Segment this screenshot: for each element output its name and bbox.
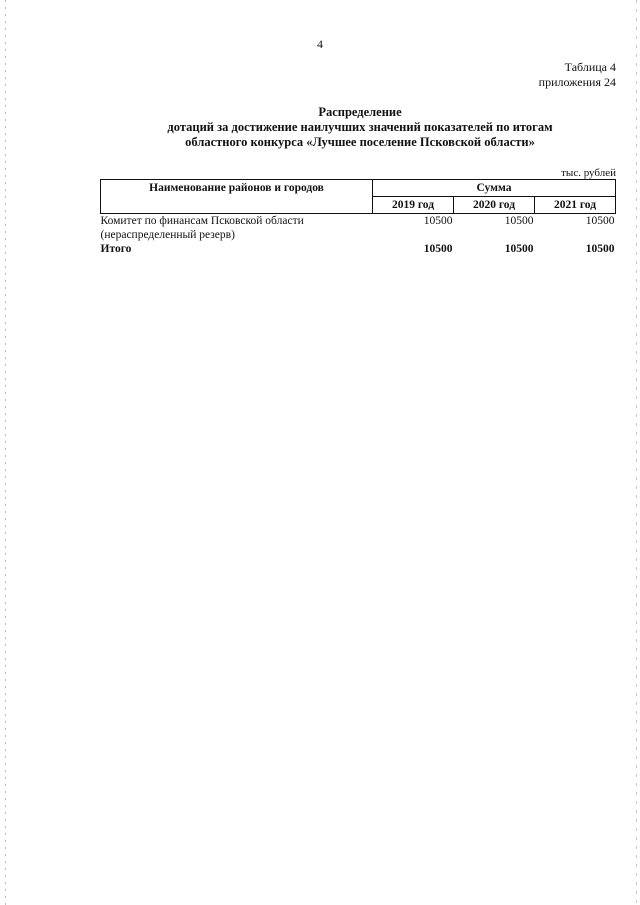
total-row — [101, 242, 616, 256]
header-name: Наименование районов и городов — [101, 180, 373, 214]
row-value-2021: 10500 — [585, 215, 615, 227]
row-name-line-1: Комитет по финансам Псковской области — [100, 215, 304, 227]
total-label: Итого — [100, 243, 132, 255]
distribution-table — [100, 179, 616, 256]
table-ref-line-1: Таблица 4 — [564, 60, 616, 74]
total-value-2021: 10500 — [585, 243, 615, 255]
document-title — [100, 105, 620, 150]
table-ref-line-2: приложения 24 — [538, 75, 616, 89]
header-year-2021: 2021 год — [534, 197, 615, 214]
header-year-2019: 2019 год — [373, 197, 454, 214]
row-name-line-2: (нераспределенный резерв) — [100, 229, 235, 241]
total-value-2019: 10500 — [423, 243, 453, 255]
units-label: тыс. рублей — [561, 167, 616, 179]
scan-edge-left — [5, 0, 6, 905]
header-year-2020: 2020 год — [454, 197, 535, 214]
scan-edge-right — [636, 0, 637, 905]
table-row — [101, 214, 616, 243]
row-value-2020: 10500 — [504, 215, 534, 227]
page-number: 4 — [317, 37, 323, 51]
title-line-1: Распределение — [318, 105, 402, 119]
table-reference — [539, 60, 616, 90]
total-value-2020: 10500 — [504, 243, 534, 255]
title-line-2: дотаций за достижение наилучших значений показателей по итогам — [167, 120, 553, 134]
table-header-row-1 — [101, 180, 616, 197]
title-line-3: областного конкурса «Лучшее поселение Псковской области» — [185, 135, 535, 149]
header-sum: Сумма — [373, 180, 616, 197]
row-name — [101, 214, 373, 243]
row-value-2019: 10500 — [423, 215, 453, 227]
